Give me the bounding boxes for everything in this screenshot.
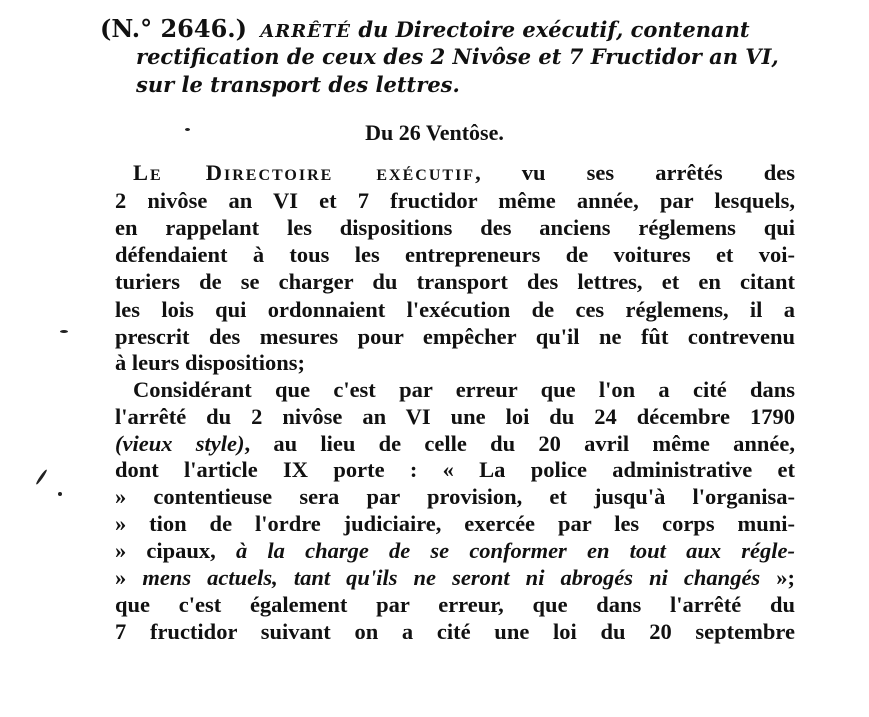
print-speck: [60, 330, 68, 333]
text-segment: »: [115, 565, 143, 590]
text-segment: , au lieu de celle du 20 avril même année,: [244, 431, 795, 456]
decree-title-keyword: ARRÊTÉ: [260, 21, 352, 42]
text-line: [133, 160, 795, 186]
text-line: [115, 619, 795, 645]
text-segment: prescrit des mesures pour empêcher qu'il ne fût contrevenu: [115, 324, 795, 349]
print-speck: [58, 492, 62, 496]
text-segment: 2 nivôse an VI et 7 fructidor même année, par lesquels,: [115, 188, 795, 213]
text-segment: à leurs dispositions;: [115, 350, 306, 375]
text-line: [115, 484, 795, 510]
text-line: [115, 565, 795, 591]
text-line: [115, 592, 795, 618]
decree-title: du Directoire exécutif, contenant: [358, 17, 750, 42]
text-segment: Considérant que c'est par erreur que l'on a cité dans: [133, 377, 795, 402]
text-segment: » cipaux,: [115, 538, 236, 563]
text-line: [115, 242, 795, 268]
text-line: [115, 188, 795, 214]
text-segment: , vu ses arrêtés des: [475, 160, 795, 185]
text-segment: turiers de se charger du transport des lettres, et en citant: [115, 269, 795, 294]
text-segment: à la charge de se conformer en tout aux régle-: [235, 538, 795, 563]
decree-subtitle-line: rectification de ceux des 2 Nivôse et 7 Fructidor an VI,: [136, 44, 779, 69]
text-line: [115, 511, 795, 537]
text-segment: en rappelant les dispositions des anciens réglemens qui: [115, 215, 795, 240]
text-segment: (vieux style): [115, 431, 245, 456]
text-line: [115, 324, 795, 350]
text-segment: »;: [760, 565, 796, 590]
text-segment: » contentieuse sera par provision, et jusqu'à l'organisa-: [115, 484, 795, 509]
decree-heading: [100, 16, 800, 45]
text-line: [115, 215, 795, 241]
text-segment: mens actuels, tant qu'ils ne seront ni abrogés ni changés: [142, 565, 761, 590]
print-speck: [185, 128, 190, 131]
decree-date: Du 26 Ventôse.: [365, 120, 504, 145]
text-line: [115, 297, 795, 323]
text-segment: les lois qui ordonnaient l'exécution de ces réglemens, il a: [115, 297, 795, 322]
text-segment: dont l'article IX porte : « La police administrative et: [115, 457, 795, 482]
text-line: [133, 377, 795, 403]
text-segment: l'arrêté du 2 nivôse an VI une loi du 24 décembre 1790: [115, 404, 795, 429]
text-segment: que c'est également par erreur, que dans l'arrêté du: [115, 592, 795, 617]
decree-number: (N.° 2646.): [100, 14, 247, 43]
print-speck: [35, 469, 48, 485]
text-line: [115, 269, 795, 295]
text-segment: 7 fructidor suivant on a cité une loi du 20 septembre: [115, 619, 795, 644]
text-line: [115, 350, 795, 376]
text-line: [115, 457, 795, 483]
text-segment: défendaient à tous les entrepreneurs de voitures et voi-: [115, 242, 795, 267]
text-segment: Le Directoire exécutif: [133, 160, 476, 185]
text-line: [115, 538, 795, 564]
text-line: [115, 404, 795, 430]
text-line: [115, 431, 795, 457]
decree-subtitle-line: sur le transport des lettres.: [136, 72, 460, 97]
text-segment: » tion de l'ordre judiciaire, exercée par les corps muni-: [115, 511, 795, 536]
